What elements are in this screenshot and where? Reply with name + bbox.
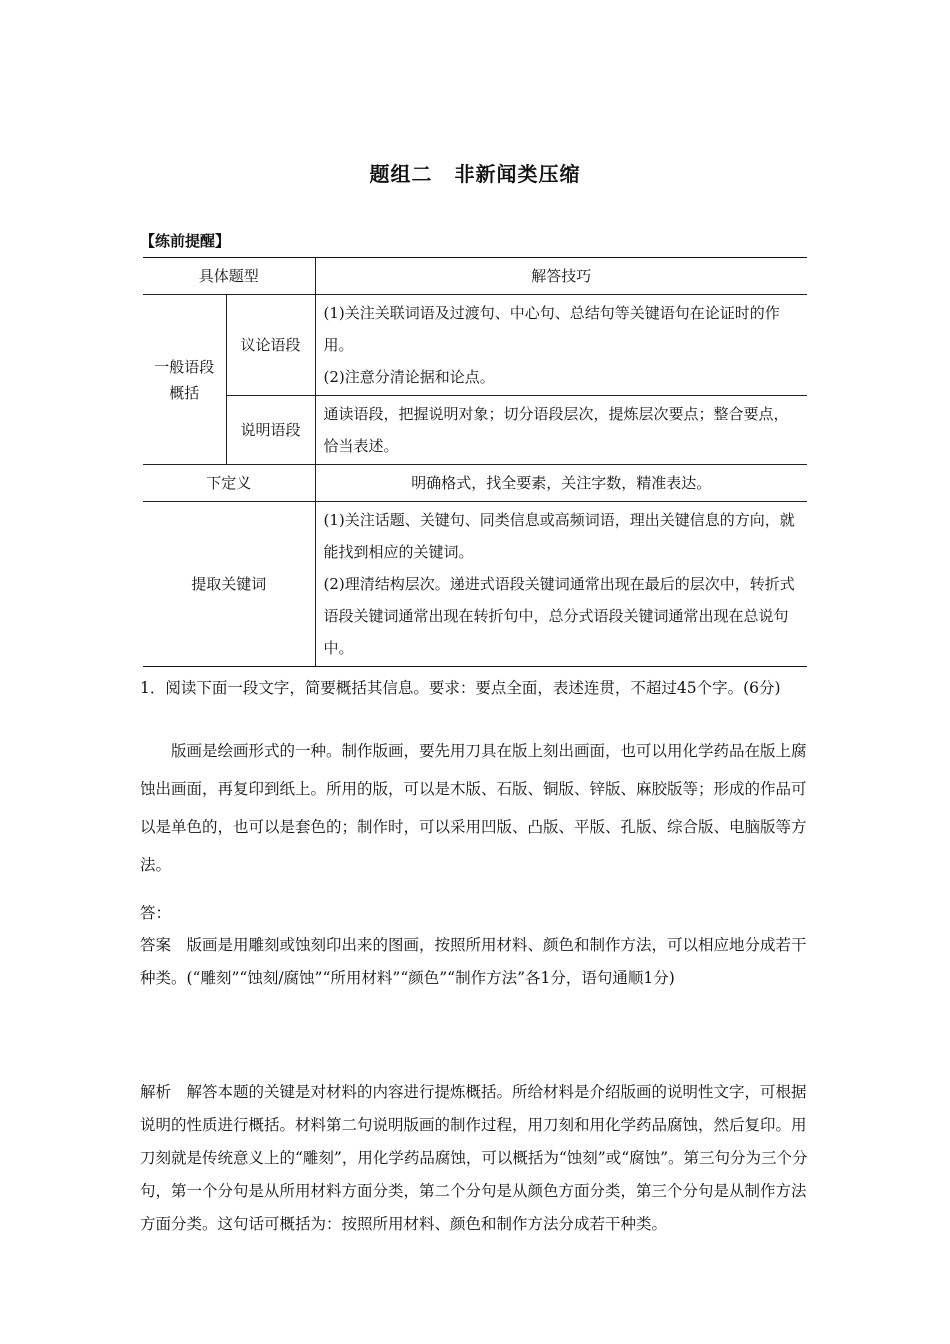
argument-skill-1: (1)关注关联词语及过渡句、中心句、总结句等关键语句在论证时的作用。 — [323, 304, 780, 354]
general-label: 一般语段概括 — [143, 295, 226, 465]
table-row — [143, 465, 807, 502]
answer-text: 答案 版画是用雕刻或蚀刻印出来的图画，按照所用材料、颜色和制作方法，可以相应地分成若干种类。(“雕刻”“蚀刻/腐蚀”“所用材料”“颜色”“制作方法”各1分，语句通顺1分) — [140, 936, 807, 987]
keywords-skill-2: (2)理清结构层次。递进式语段关键词通常出现在最后的层次中，转折式语段关键词通常出现在转折句中，总分式语段关键词通常出现在总说句中。 — [323, 575, 795, 657]
keywords-skill-1: (1)关注话题、关键句、同类信息或高频词语，理出关键信息的方向，就能找到相应的关键词。 — [323, 511, 795, 561]
analysis-text: 解析 解答本题的关键是对材料的内容进行提炼概括。所给材料是介绍版画的说明性文字，可根据说明的性质进行概括。材料第二句说明版画的制作过程，用刀刻和用化学药品腐蚀，然后复印。用刀刻就是传统意义上的“雕刻”，用化学药品腐蚀，可以概括为“蚀刻”或“腐蚀”。第三句分为三个分句，第一个分句是从所用材料方面分类，第二个分句是从颜色方面分类，第三个分句是从制作方法方面分类。这句话可概括为：按照所用材料、颜色和制作方法分成若干种类。 — [140, 1083, 808, 1233]
keywords-label: 提取关键词 — [143, 502, 315, 667]
header-type: 具体题型 — [143, 258, 315, 295]
practice-reminder-heading: 【练前提醒】 — [140, 232, 231, 250]
keywords-skills — [315, 502, 807, 667]
reading-passage: 版画是绘画形式的一种。制作版画，要先用刀具在版上刻出画面，也可以用化学药品在版上腐蚀出画面，再复印到纸上。所用的版，可以是木版、石版、铜版、锌版、麻胶版等；形成的作品可以是单色的，也可以是套色的；制作时，可以采用凹版、凸版、平版、孔版、综合版、电脑版等方法。 — [140, 742, 807, 874]
question-prompt: 1．阅读下面一段文字，简要概括其信息。要求：要点全面，表述连贯，不超过45个字。(6分) — [140, 679, 781, 697]
definition-skill: 明确格式，找全要素，关注字数，精准表达。 — [315, 465, 807, 502]
argument-skills — [315, 295, 807, 396]
tips-table — [143, 257, 807, 667]
definition-label: 下定义 — [143, 465, 315, 502]
table-row — [143, 396, 807, 465]
answer-label: 答： — [140, 904, 172, 922]
explain-skill: 通读语段，把握说明对象；切分语段层次，提炼层次要点；整合要点，恰当表述。 — [315, 396, 807, 465]
page-title — [0, 158, 950, 187]
table-row — [143, 295, 807, 396]
argument-label: 议论语段 — [226, 295, 315, 396]
title-part-2: 非新闻类压缩 — [454, 162, 581, 186]
header-skill: 解答技巧 — [315, 258, 807, 295]
table-header-row — [143, 258, 807, 295]
title-part-1: 题组二 — [369, 162, 433, 186]
explain-label: 说明语段 — [226, 396, 315, 465]
table-row — [143, 502, 807, 667]
argument-skill-2: (2)注意分清论据和论点。 — [323, 368, 495, 386]
